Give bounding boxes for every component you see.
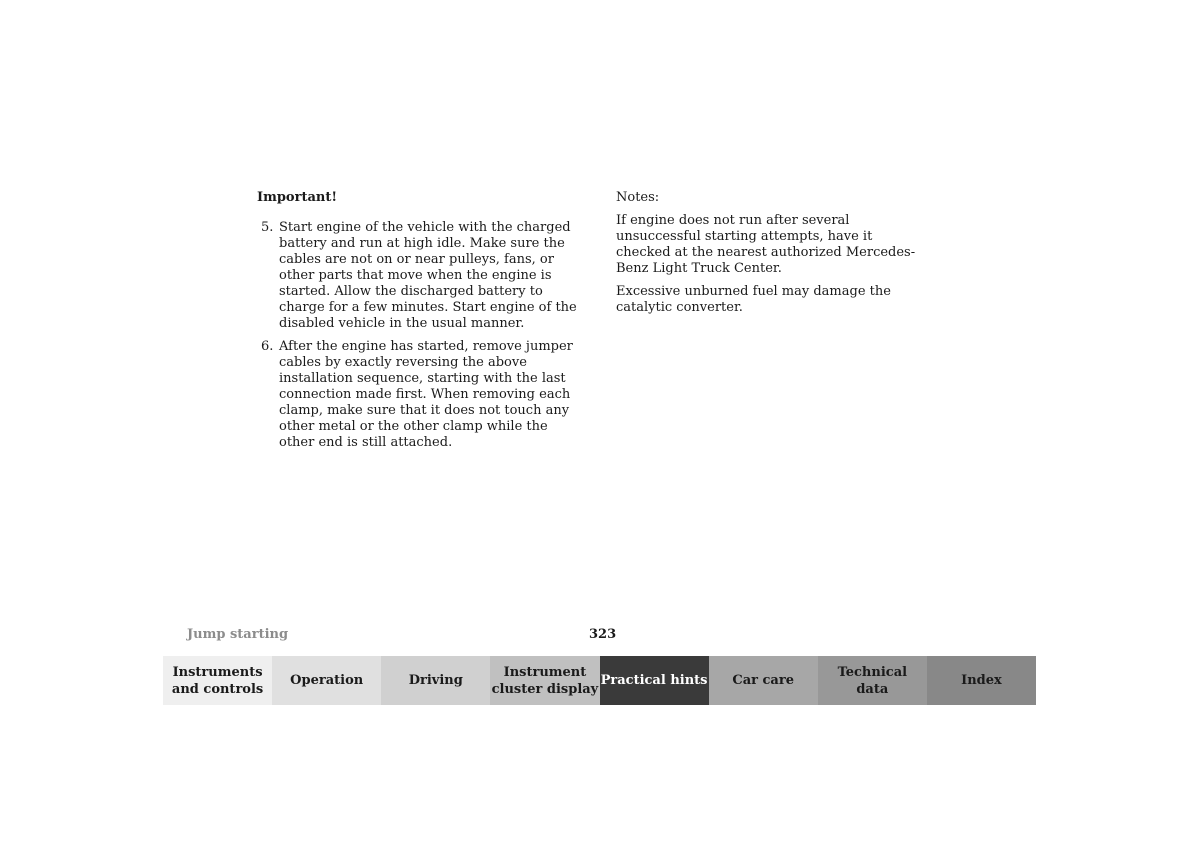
step-number: 5.	[261, 220, 274, 235]
step-number: 6.	[261, 339, 274, 354]
tab-car-care[interactable]: Car care	[709, 656, 818, 705]
tab-operation[interactable]: Operation	[272, 656, 381, 705]
tab-instruments-and-controls[interactable]: Instruments and controls	[163, 656, 272, 705]
tab-driving[interactable]: Driving	[381, 656, 490, 705]
notes-paragraph: If engine does not run after several unsuccessful starting attempts, have it checked at the nearest authorized Mercedes-Benz Light Truck Center.	[616, 213, 916, 276]
tab-index[interactable]: Index	[927, 656, 1036, 705]
list-item	[257, 220, 587, 332]
step-text: After the engine has started, remove jumper cables by exactly reversing the above installation sequence, starting with the last connection made first. When removing each clamp, make sure that it does not touch any other metal or the other clamp while the other end is still attached.	[279, 339, 573, 450]
steps-list	[257, 220, 587, 451]
list-item	[257, 339, 587, 451]
tab-technical-data[interactable]: Technical data	[818, 656, 927, 705]
tab-practical-hints[interactable]: Practical hints	[600, 656, 709, 705]
notes-label: Notes:	[616, 190, 660, 205]
page-number: 323	[589, 627, 617, 642]
chapter-tab-bar	[163, 656, 1036, 705]
right-column	[616, 190, 926, 323]
tab-instrument-cluster-display[interactable]: Instrument cluster display	[490, 656, 599, 705]
step-text: Start engine of the vehicle with the charged battery and run at high idle. Make sure the cables are not on or near pulleys, fans, or other parts that move when the engine is started. Allow the discharged battery to charge for a few minutes. Start engine of the disabled vehicle in the usual manner.	[279, 220, 577, 331]
section-title: Jump starting	[187, 627, 289, 642]
important-heading: Important!	[257, 190, 338, 205]
left-column	[257, 190, 587, 458]
notes-paragraph: Excessive unburned fuel may damage the catalytic converter.	[616, 284, 891, 315]
